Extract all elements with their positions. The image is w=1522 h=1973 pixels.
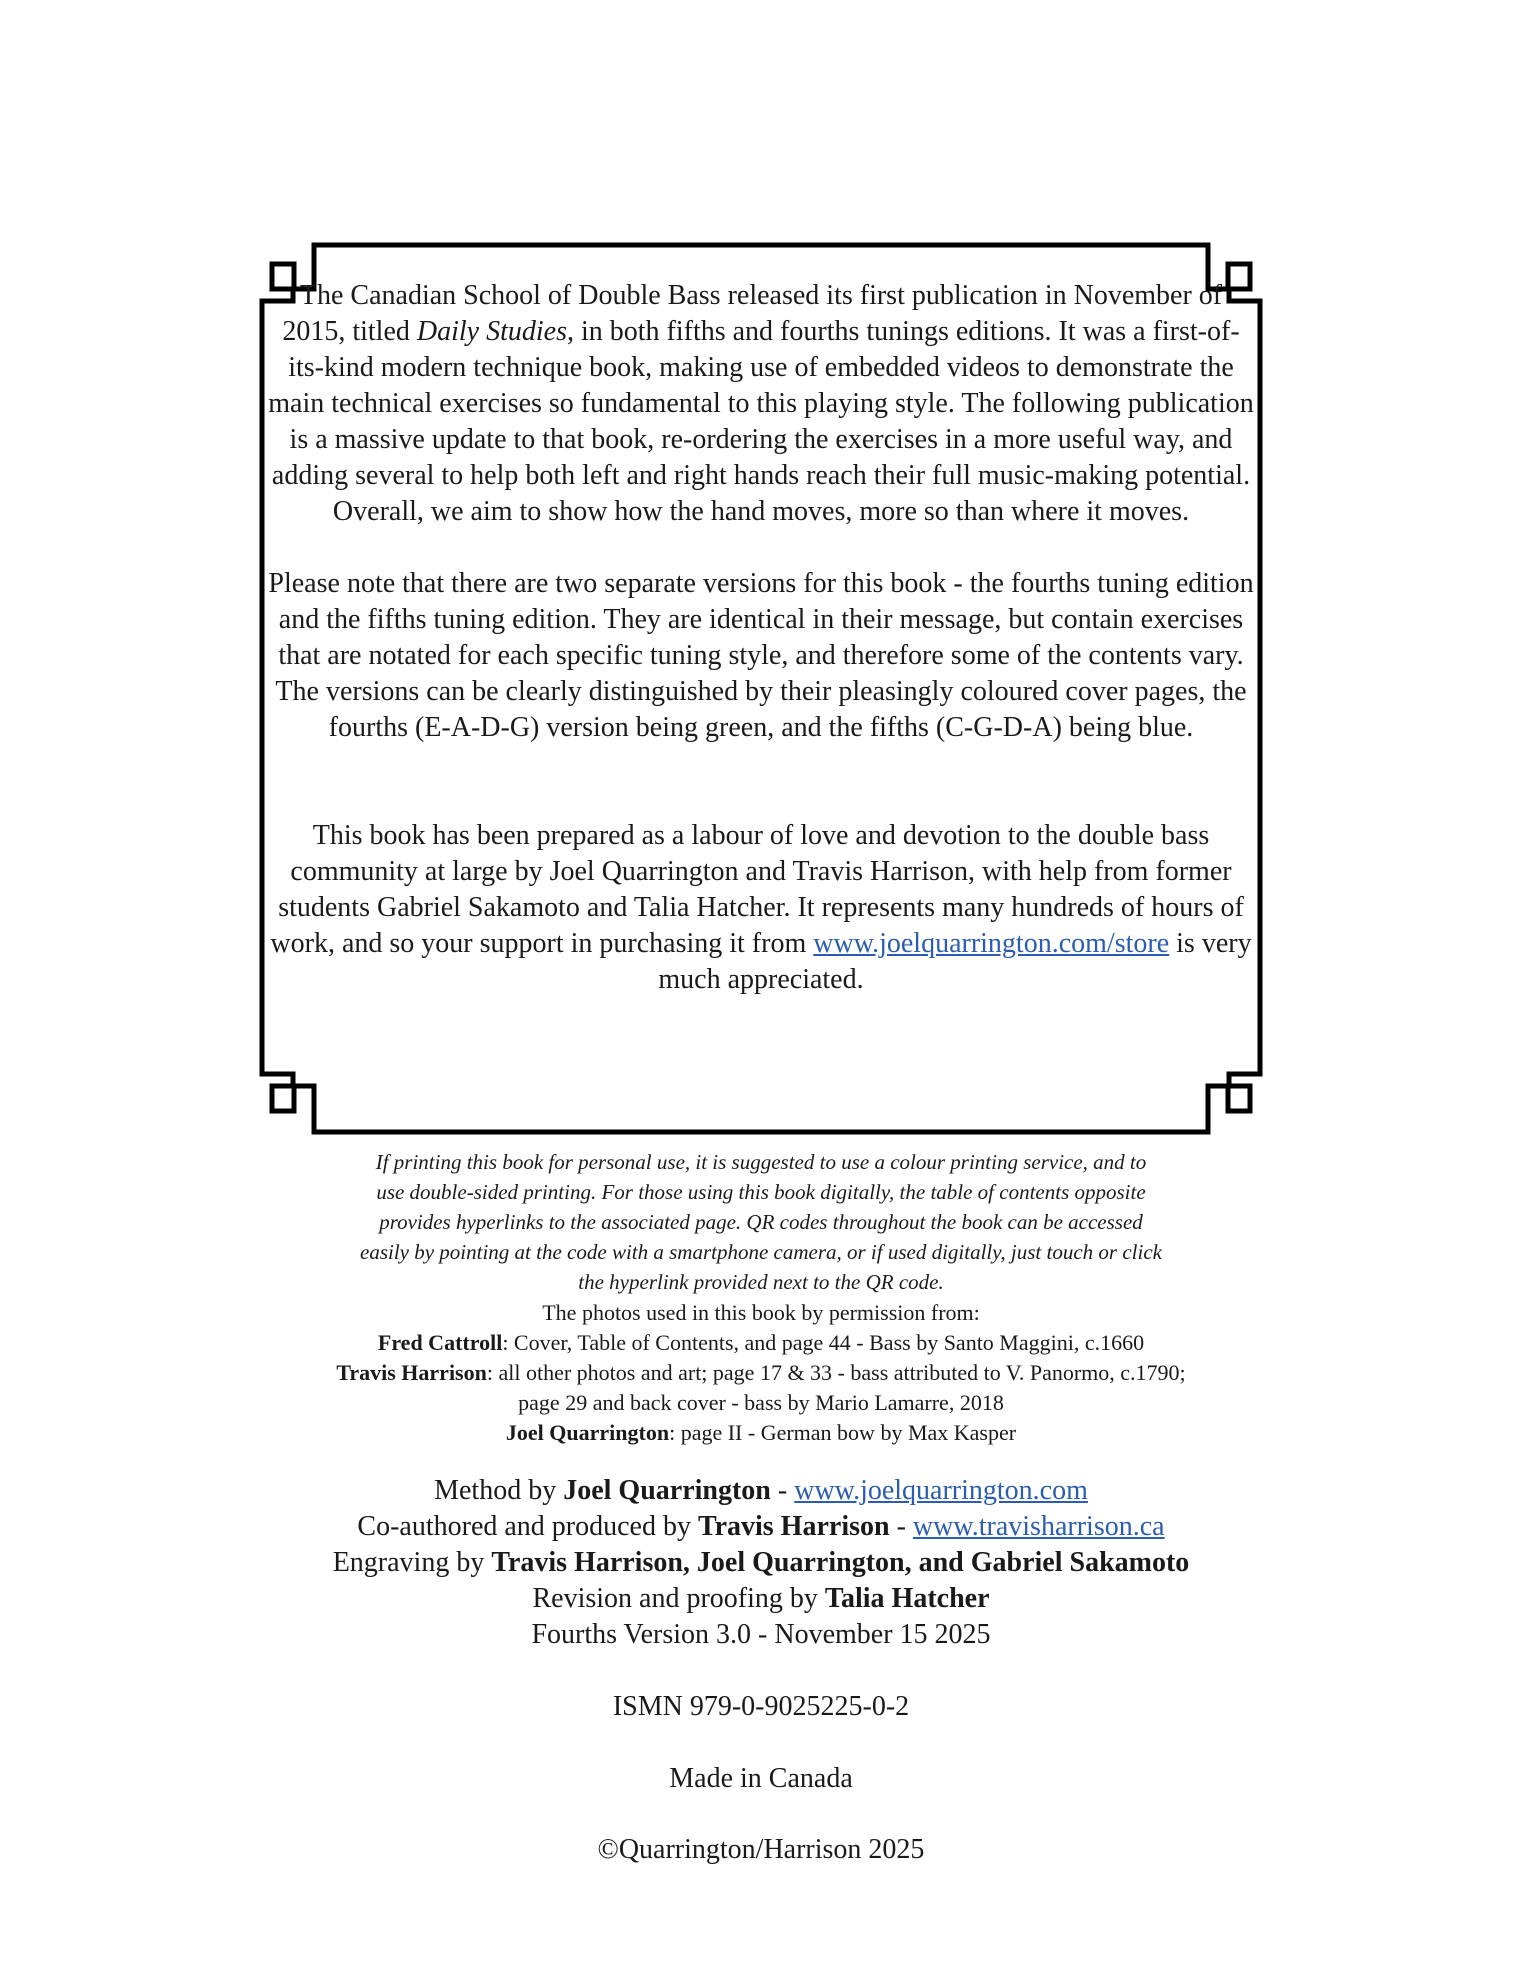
photo-credits <box>260 1298 1262 1448</box>
photo-credit-line: Joel Quarrington: page II - German bow by Max Kasper <box>505 1420 1017 1445</box>
book-credits <box>260 1473 1262 1653</box>
intro-text-block <box>268 278 1254 998</box>
version-line: Fourths Version 3.0 - November 15 2025 <box>531 1619 991 1650</box>
intro-paragraph-2: Please note that there are two separate versions for this book - the fourths tuning edition and the fifths tuning edition. They are identical in their message, but contain exercises that are notated for each specific tuning style, and therefore some of the contents vary. The versions can be clearly distinguished by their pleasingly coloured cover pages, the fourths (E-A-D-G) version being green, and the fifths (C-G-D-A) being blue. <box>268 568 1254 743</box>
revision-credit: Revision and proofing by Talia Hatcher <box>532 1583 990 1614</box>
printing-note: If printing this book for personal use, it is suggested to use a colour printing service, and to use double-sided printing. For those using this book digitally, the table of contents opposite provides hyperlinks to the associated page. QR codes throughout the book can be accessed easily by pointing at the code with a smartphone camera, or if used digitally, just touch or click the hyperlink provided next to the QR code. <box>360 1150 1162 1294</box>
coauthor-credit: Co-authored and produced by Travis Harrison - www.travisharrison.ca <box>357 1511 1165 1542</box>
photo-credit-line: page 29 and back cover - bass by Mario Lamarre, 2018 <box>518 1390 1004 1415</box>
copyright: ©Quarrington/Harrison 2025 <box>597 1834 925 1865</box>
store-link[interactable]: www.joelquarrington.com/store <box>813 928 1170 959</box>
intro-paragraph-3: This book has been prepared as a labour of love and devotion to the double bass community at large by Joel Quarrington and Travis Harrison, with help from former students Gabriel Sakamoto and Talia Hatcher. It represents many hundreds of hours of work, and so your support in purchasing it from www.joelquarrington.com/store is very much appreciated. <box>270 820 1252 995</box>
method-credit: Method by Joel Quarrington - www.joelquarrington.com <box>434 1475 1088 1506</box>
photo-credits-heading: The photos used in this book by permission from: <box>542 1300 980 1325</box>
photo-credit-line: Travis Harrison: all other photos and art; page 17 & 33 - bass attributed to V. Panormo, c.1790; <box>336 1360 1186 1385</box>
travisharrison-link[interactable]: www.travisharrison.ca <box>912 1511 1165 1542</box>
made-in: Made in Canada <box>669 1763 853 1794</box>
book-title: Daily Studies <box>416 316 567 347</box>
photo-credit-line: Fred Cattroll: Cover, Table of Contents, and page 44 - Bass by Santo Maggini, c.1660 <box>377 1330 1145 1355</box>
engraving-credit: Engraving by Travis Harrison, Joel Quarrington, and Gabriel Sakamoto <box>332 1547 1190 1578</box>
ismn: ISMN 979-0-9025225-0-2 <box>612 1691 910 1722</box>
joelquarrington-link[interactable]: www.joelquarrington.com <box>794 1475 1088 1506</box>
intro-paragraph-1: The Canadian School of Double Bass released its first publication in November of 2015, titled Daily Studies, in both fifths and fourths tunings editions. It was a first-of-its-kind modern technique book, making use of embedded videos to demonstrate the main technical exercises so fundamental to this playing style. The following publication is a massive update to that book, re-ordering the exercises in a more useful way, and adding several to help both left and right hands reach their full music-making potential. Overall, we aim to show how the hand moves, more so than where it moves. <box>268 280 1254 527</box>
